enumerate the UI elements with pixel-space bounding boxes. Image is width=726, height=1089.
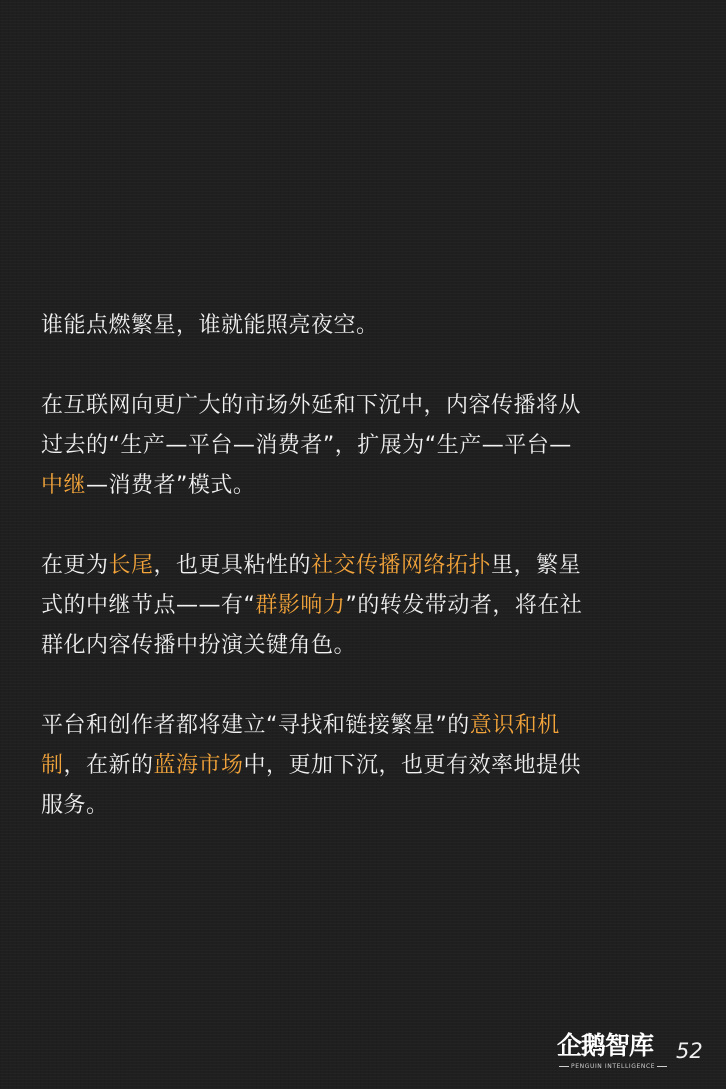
text-line — [41, 626, 641, 666]
text-segment: 谁能点燃繁星，谁就能照亮夜空。 — [41, 313, 379, 338]
penguin-intelligence-logo — [557, 1028, 660, 1074]
text-segment: 在互联网向更广大的市场外延和下沉中，内容传播将从 — [41, 393, 582, 418]
text-segment: 在更为 — [41, 553, 109, 578]
text-segment: ”的转发带动者，将在社 — [345, 593, 583, 618]
text-line — [41, 466, 641, 506]
paragraph — [41, 706, 641, 826]
highlighted-text: 制 — [41, 753, 64, 778]
logo-rule-right — [657, 1066, 667, 1067]
logo-text: 企鹅智库 — [557, 1031, 654, 1060]
highlighted-text: 中继 — [41, 473, 87, 498]
text-segment: 群化内容传播中扮演关键角色。 — [41, 633, 357, 658]
body-text — [41, 306, 641, 866]
highlighted-text: 蓝海市场 — [153, 753, 244, 778]
text-segment: 式的中继节点——有“ — [41, 593, 256, 618]
text-segment: 中，更加下沉，也更有效率地提供 — [243, 753, 582, 778]
text-line — [41, 386, 641, 426]
text-line — [41, 426, 641, 466]
text-segment: 里，繁星 — [491, 553, 582, 578]
text-line — [41, 746, 641, 786]
text-segment: 过去的“生产—平台—消费者”，扩展为“生产—平台— — [41, 433, 572, 458]
logo-rule-left — [559, 1066, 569, 1067]
paragraph — [41, 546, 641, 666]
highlighted-text: 意识和机 — [469, 713, 560, 738]
highlighted-text: 长尾 — [108, 553, 154, 578]
text-segment: ，也更具粘性的 — [153, 553, 312, 578]
text-segment: ，在新的 — [63, 753, 154, 778]
text-line — [41, 706, 641, 746]
logo-subtitle-text: PENGUIN INTELLIGENCE — [571, 1063, 656, 1070]
text-line — [41, 786, 641, 826]
text-line — [41, 586, 641, 626]
paragraph — [41, 386, 641, 506]
paragraph — [41, 306, 641, 346]
logo-subtitle — [557, 1063, 660, 1070]
highlighted-text: 群影响力 — [255, 593, 346, 618]
text-segment: 平台和创作者都将建立“寻找和链接繁星”的 — [41, 713, 470, 738]
text-line — [41, 546, 641, 586]
page-number: 52 — [676, 1039, 703, 1063]
text-line — [41, 306, 641, 346]
highlighted-text: 社交传播网络拓扑 — [311, 553, 492, 578]
text-segment: 服务。 — [41, 793, 109, 818]
text-segment: —消费者”模式。 — [86, 473, 256, 498]
